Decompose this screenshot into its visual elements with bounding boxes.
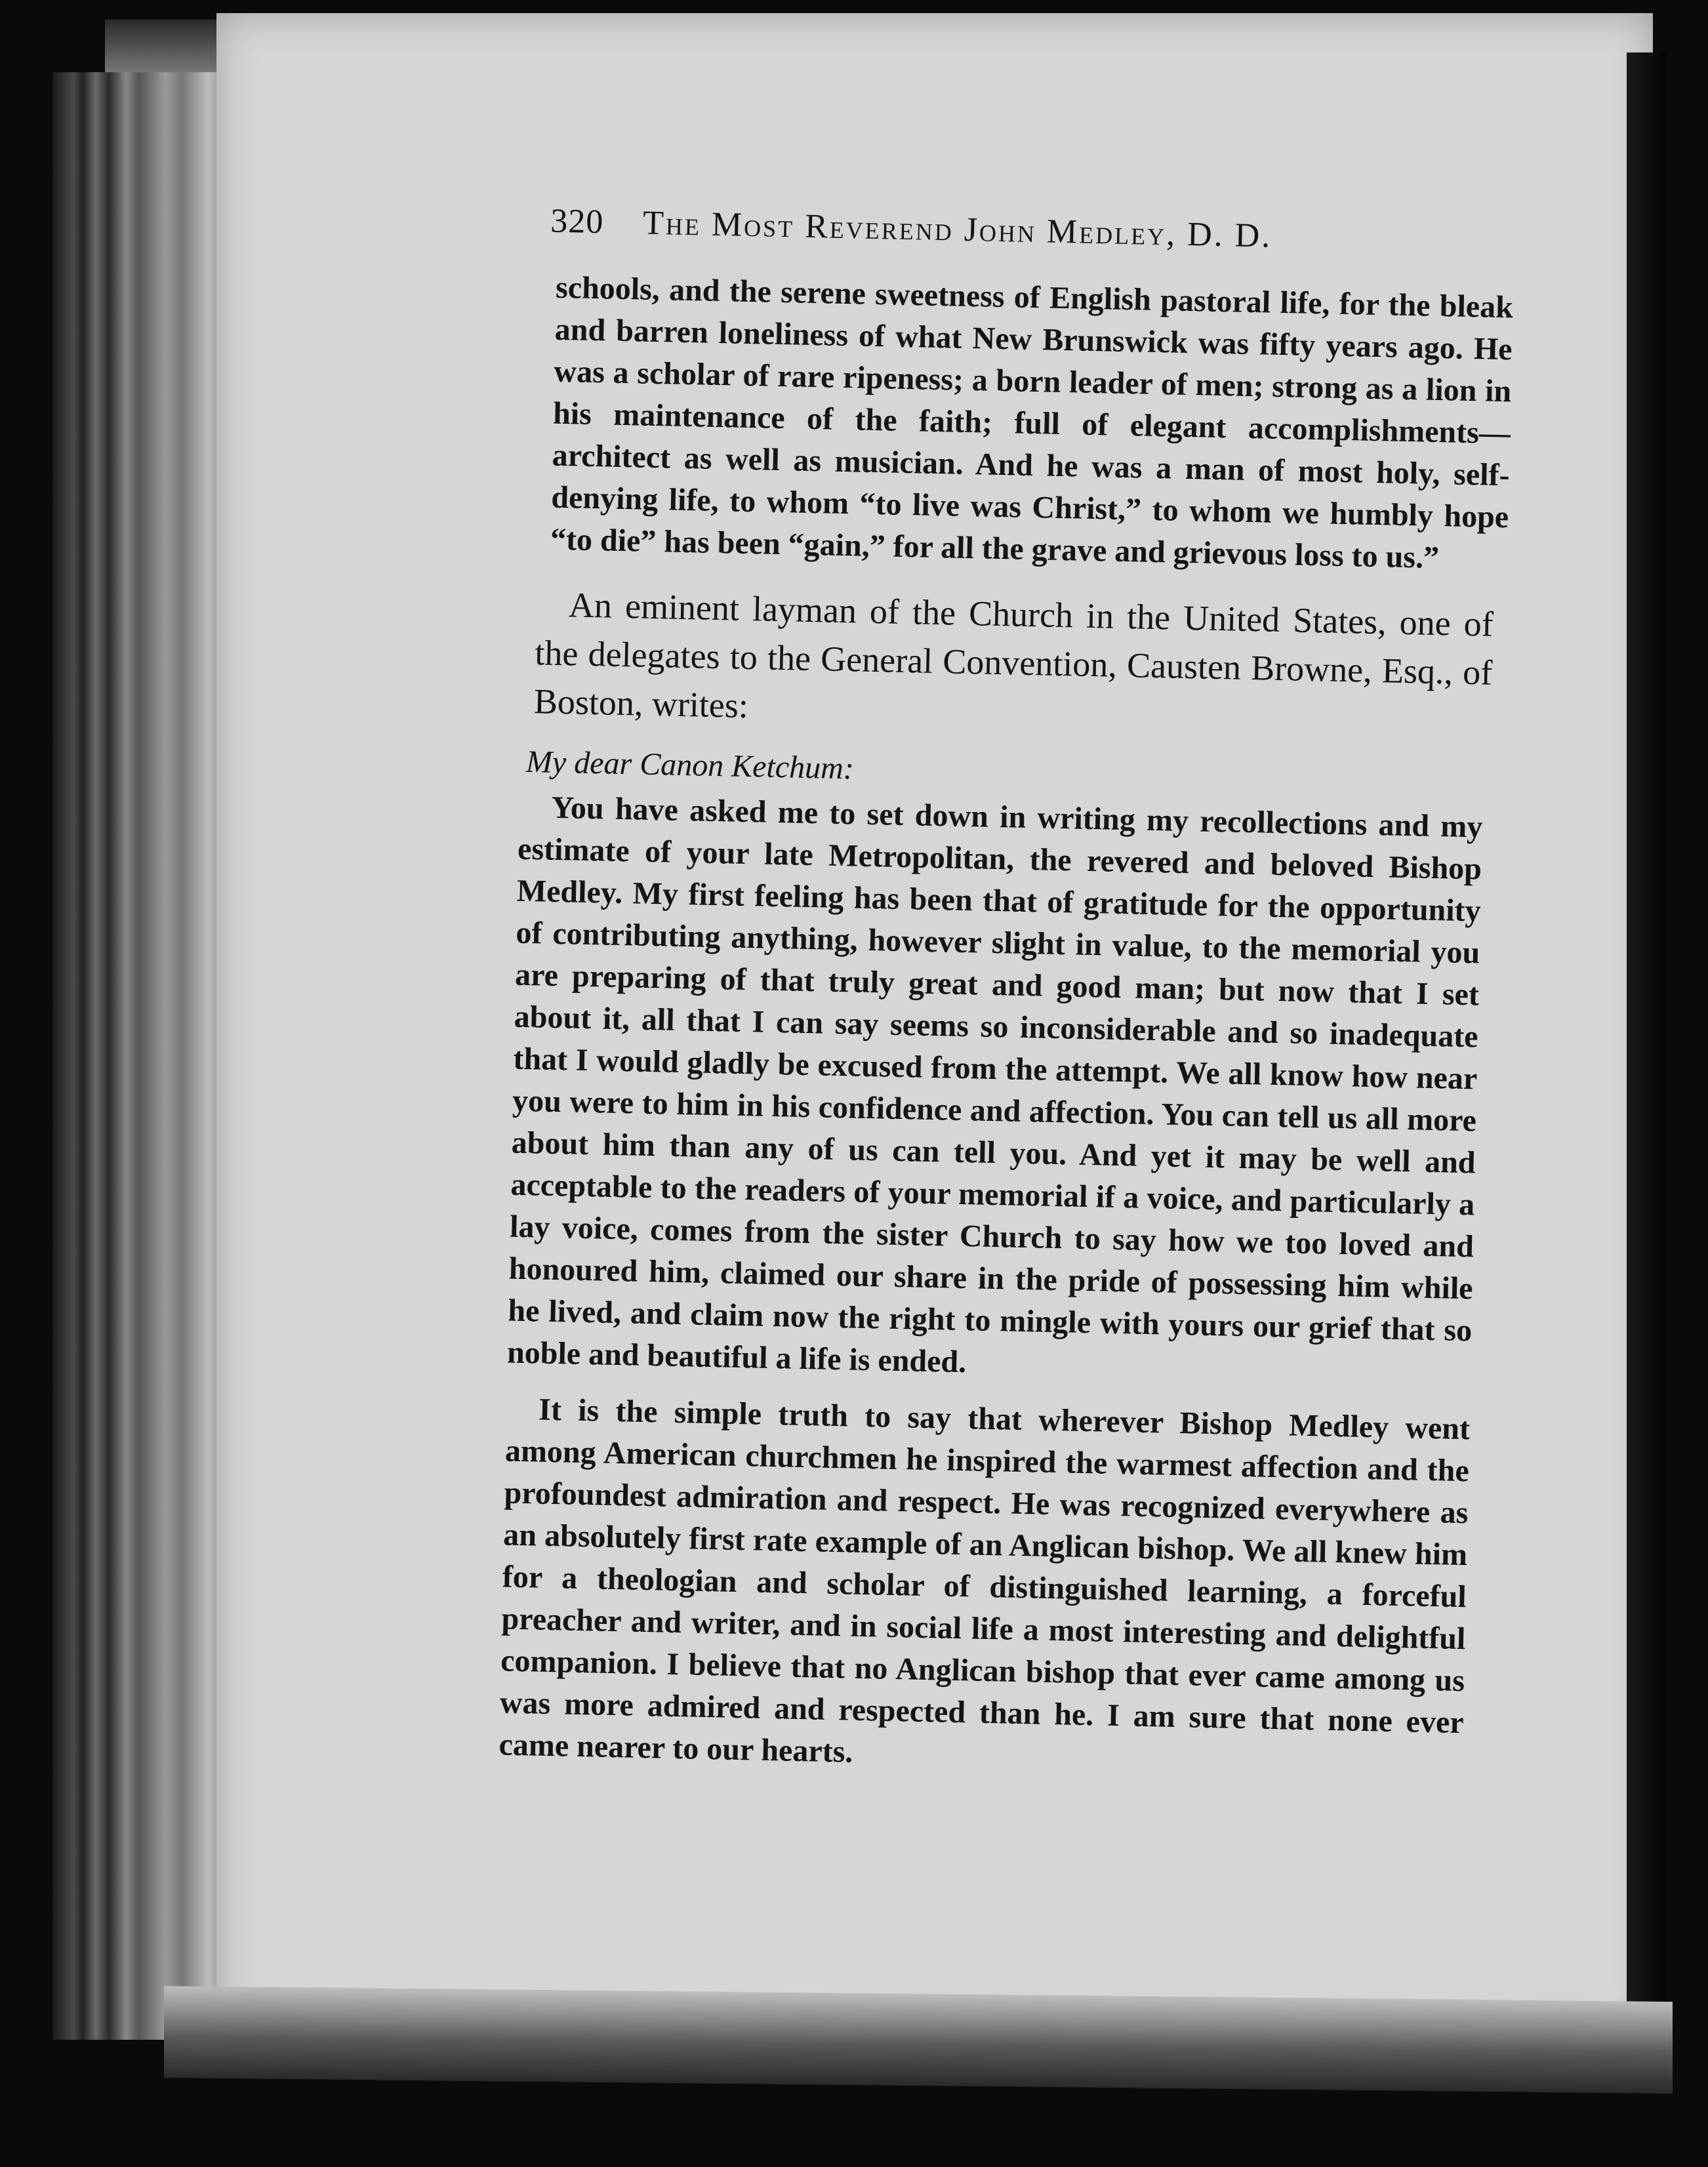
intro-paragraph: An eminent layman of the Church in the United States, one of the delegates to the General Convention, Causten Browne, Esq., of Boston, writes: <box>533 585 1494 726</box>
page-edges-bottom <box>164 1986 1673 2094</box>
gutter-shadow <box>1627 52 1666 2086</box>
page-number: 320 <box>550 202 604 241</box>
text-block <box>282 197 1514 1786</box>
running-title: The Most Reverend John Medley, D. D. <box>642 204 1272 255</box>
letter-salutation: My dear Canon Ketchum: <box>525 744 855 786</box>
letter-paragraph-2: It is the simple truth to say that wherever Bishop Medley went among American churchmen he inspired the warmest affection and the profoundest admiration and respect. He was recognized everywhere as an absolutely first rate example of an Anglican bishop. We all knew him for a theologian and scholar of distinguished learning, a forceful preacher and writer, and in social life a most interesting and delightful companion. I believe that no Anglican bishop that ever came among us was more admired and respected than he. I am sure that none ever came nearer to our hearts. <box>498 1392 1471 1770</box>
quoted-paragraph: schools, and the serene sweetness of English pastoral life, for the bleak and barren loneliness of what New Brunswick was fifty years ago. He was a scholar of rare ripeness; a born leader of men; strong as a lion in his maintenance of the faith; full of elegant accomplishments—architect as well as musician. And he was a man of most holy, self-denying life, to whom “to live was Christ,” to whom we humbly hope “to die” has been “gain,” for all the grave and grievous loss to us.” <box>550 270 1514 576</box>
letter-paragraph-1: You have asked me to set down in writing my recollections and my estimate of your late Metropolitan, the revered and beloved Bishop Medley. My first feeling has been that of gratitude for the opportunity of contributing anything, however slight in value, to the memorial you are preparing of that truly great and good man; but now that I set about it, all that I can say seems so inconsiderable and so inadequate that I would gladly be excused from the attempt. We all know how near you were to him in his confidence and affection. You can tell us all more about him than any of us can tell you. And yet it may be well and acceptable to the readers of your memorial if a voice, and particularly a lay voice, comes from the sister Church to say how we too loved and honoured him, claimed our share in the pride of possessing him while he lived, and claim now the right to mingle with yours our grief that so noble and beautiful a life is ended. <box>506 790 1483 1380</box>
